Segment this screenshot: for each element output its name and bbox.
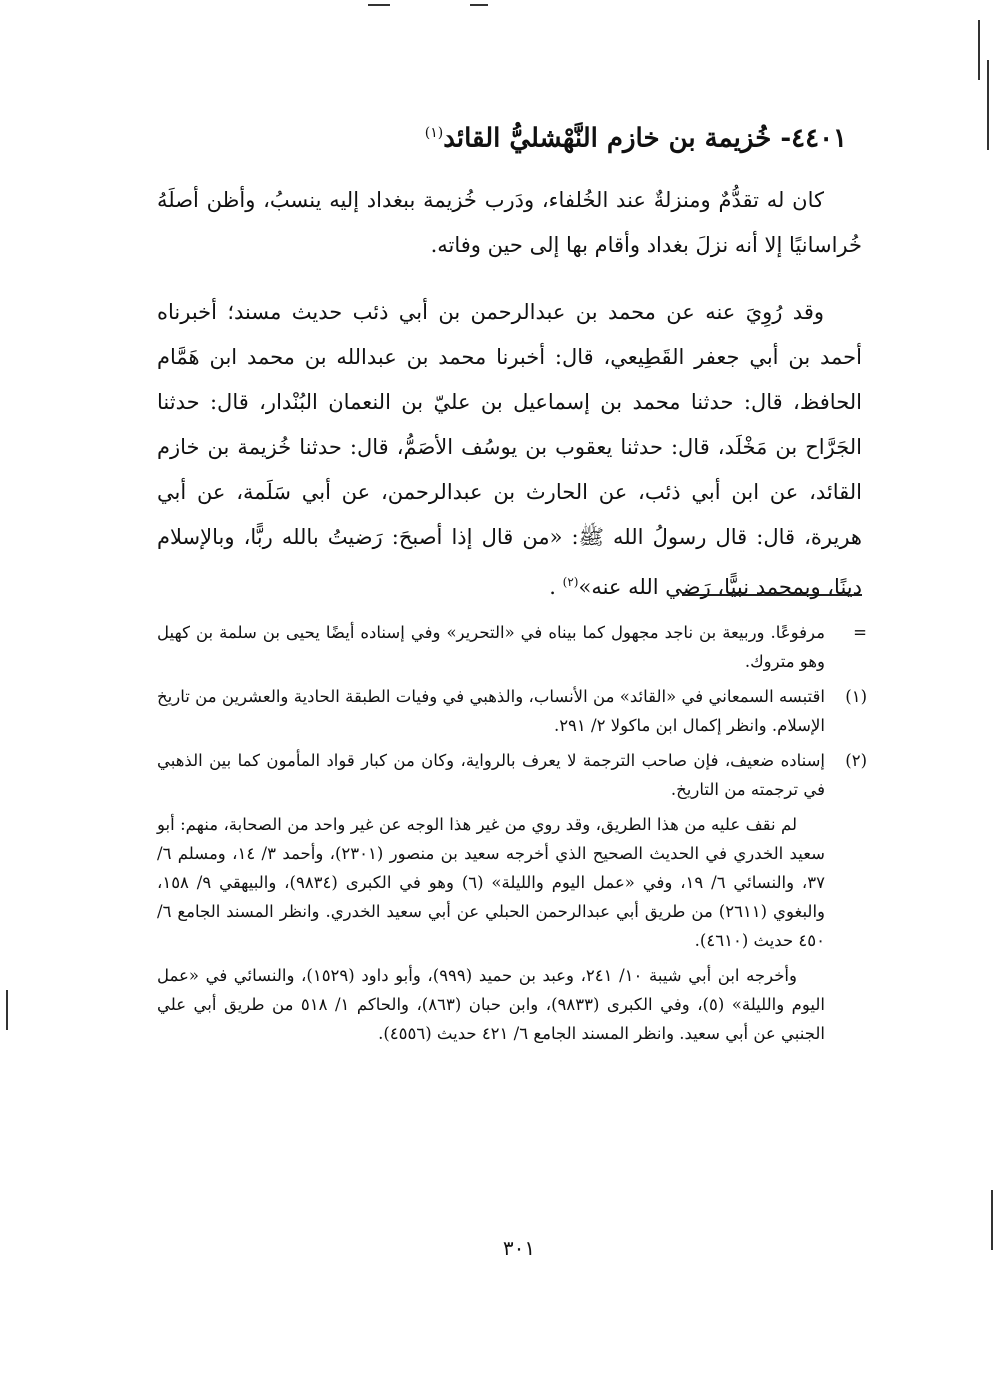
scan-mark-top <box>368 4 390 6</box>
footnote-body <box>157 682 825 740</box>
entry-title-text: ٤٤٠١- خُزيمة بن خازم النَّهْشليُّ القائد <box>443 124 847 155</box>
hadith-paragraph <box>157 290 862 610</box>
footnote-continuation <box>157 618 867 676</box>
paragraph-text: كان له تقدُّمٌ ومنزلةٌ عند الخُلفاء، ودَرب خُزيمة ببغداد إليه ينسبُ، وأظن أصلَهُ خُراسانيًا إلا أنه نزلَ بغداد وأقام بها إلى حين وفاته. <box>157 188 862 257</box>
page-number: ٣٠١ <box>502 1236 536 1260</box>
scan-mark-top <box>470 4 488 6</box>
footnote-text: وأخرجه ابن أبي شيبة ١٠/ ٢٤١، وعبد بن حميد (٩٩٩)، وأبو داود (١٥٢٩)، والنسائي في «عمل اليوم والليلة» (٥)، وفي الكبرى (٩٨٣٣)، وابن حبان (٨٦٣)، والحاكم ١/ ٥١٨ من طريق أبي علي الجنبي عن أبي سعيد. وانظر المسند الجامع ٦/ ٤٢١ حديث (٤٥٥٦). <box>157 966 825 1043</box>
scan-mark-right <box>987 60 989 150</box>
footnote-text: مرفوعًا. وربيعة بن ناجد مجهول كما بيناه في «التحرير» وفي إسناده أيضًا يحيى بن سلمة بن كهيل وهو متروك. <box>157 623 825 671</box>
footnote-text: إسناده ضعيف، فإن صاحب الترجمة لا يعرف بالرواية، وكان من كبار قواد المأمون كما بين الذهبي في ترجمته من التاريخ. <box>157 751 825 799</box>
footnote-text: لم نقف عليه من هذا الطريق، وقد روي من غير هذا الوجه عن غير واحد من الصحابة، منهم: أبو سعيد الخدري في الحديث الصحيح الذي أخرجه سعيد بن منصور (٢٣٠١)، وأحمد ٣/ ١٤، ومسلم ٦/ ٣٧، والنسائي ٦/ ١٩، وفي «عمل اليوم والليلة» (٦) وهو في الكبرى (٩٨٣٤)، والبيهقي ٩/ ١٥٨، والبغوي (٢٦١١) من طريق أبي عبدالرحمن الحبلي عن أبي سعيد الخدري. وانظر المسند الجامع ٦/ ٤٥٠ حديث (٤٦١٠). <box>157 815 826 950</box>
footnotes-section <box>157 618 867 1054</box>
biography-paragraph <box>157 178 862 268</box>
title-footnote-ref: (١) <box>424 125 444 142</box>
paragraph-end-punctuation: . <box>549 575 563 599</box>
footnote-text: اقتبسه السمعاني في «القائد» من الأنساب، والذهبي في وفيات الطبقة الحادية والعشرين من تاريخ الإسلام. وانظر إكمال ابن ماكولا ٢/ ٢٩١. <box>157 687 825 735</box>
hadith-text-block <box>157 290 862 610</box>
footnote-1 <box>157 682 867 740</box>
footnote-marker: = <box>853 623 867 642</box>
footnote-marker: (٢) <box>845 751 867 770</box>
footnote-separator <box>682 594 862 596</box>
scan-mark-left <box>6 990 8 1030</box>
hadith-footnote-ref: (٢) <box>562 575 579 589</box>
footnote-body <box>157 618 825 676</box>
footnote-body <box>157 746 825 1048</box>
paragraph-text: وقد رُوِيَ عنه عن محمد بن عبدالرحمن بن أبي ذئب حديث مسند؛ أخبرناه أحمد بن أبي جعفر القَطِيعي، قال: أخبرنا محمد بن عبدالله بن محمد ابن هَمَّام الحافظ، قال: حدثنا محمد بن إسماعيل بن عليّ بن النعمان البُنْدار، قال: حدثنا الجَرَّاح بن مَخْلَد، قال: حدثنا يعقوب بن يوسُف الأصَمُّ، قال: حدثنا خُزيمة بن خازم القائد، عن ابن أبي ذئب، عن الحارث بن عبدالرحمن، عن أبي سَلَمة، عن أبي هريرة، قال: قال رسولُ الله ﷺ: «من قال إذا أصبحَ: رَضيتُ بالله ربًّا، وبالإسلام دينًا، وبمحمد نبيًّا، رَضي الله عنه» <box>157 300 862 599</box>
entry-heading <box>287 113 847 159</box>
footnote-2 <box>157 746 867 1048</box>
scan-mark-right <box>978 20 980 80</box>
footnote-marker: (١) <box>845 687 867 706</box>
